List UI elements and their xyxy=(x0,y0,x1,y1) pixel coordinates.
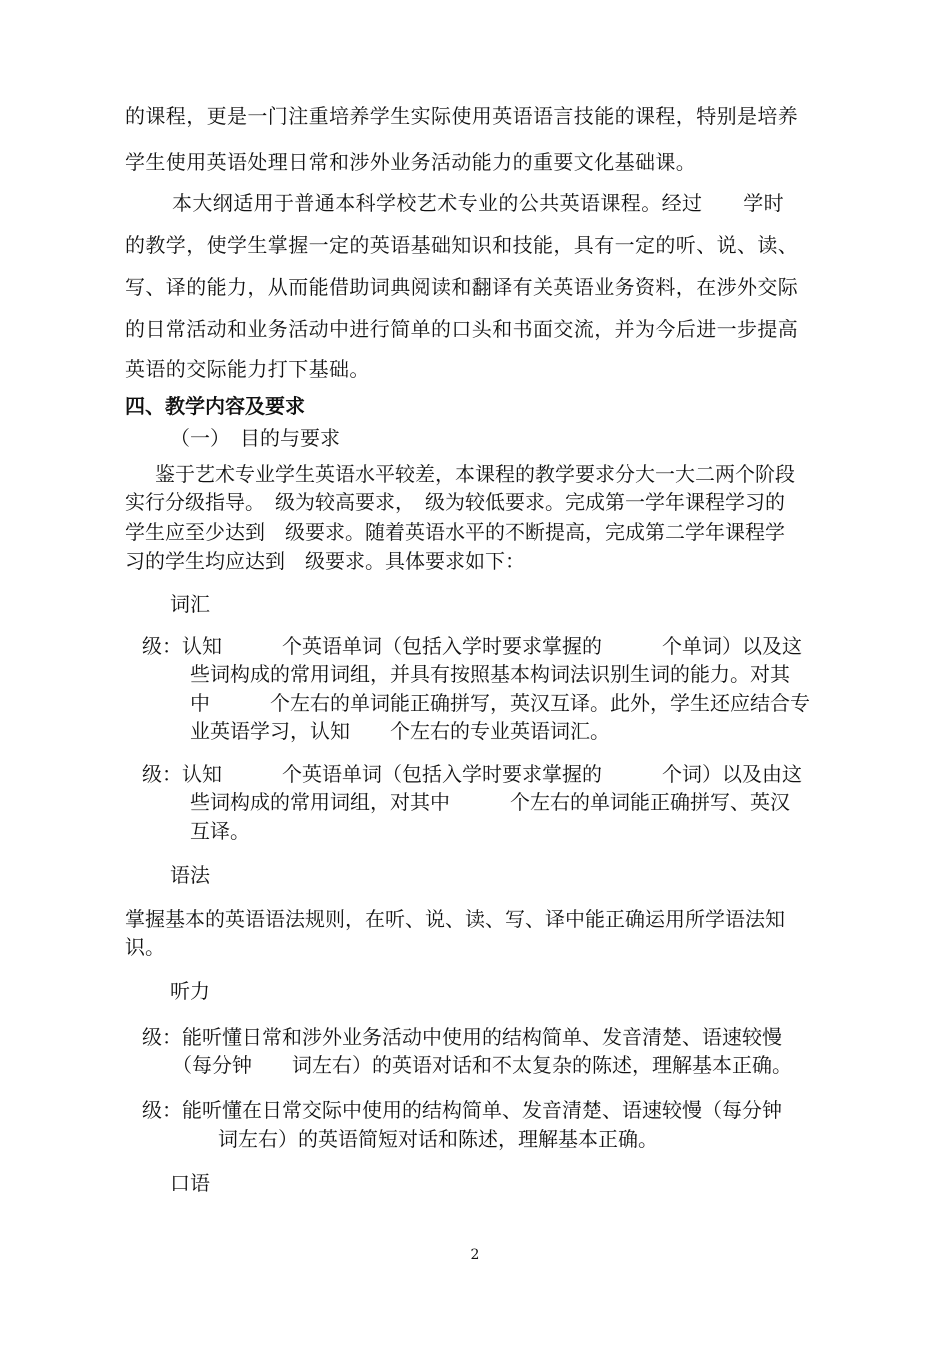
text-line: 英语的交际能力打下基础。 xyxy=(125,357,370,381)
text-line: 些词构成的常用词组，对其中 个左右的单词能正确拼写、英汉 xyxy=(190,790,790,814)
item-heading: 口语 xyxy=(170,1171,210,1195)
text-line: 的课程，更是一门注重培养学生实际使用英语语言技能的课程，特别是培养 xyxy=(125,104,799,128)
text-line: 掌握基本的英语语法规则，在听、说、读、写、译中能正确运用所学语法知 xyxy=(125,907,785,931)
item-heading: 词汇 xyxy=(170,592,210,616)
text-line: 本大纲适用于普通本科学校艺术专业的公共英语课程。经过 学时 xyxy=(172,191,784,215)
text-line: 业英语学习，认知 个左右的专业英语词汇。 xyxy=(190,719,610,743)
text-line: 学生应至少达到 级要求。随着英语水平的不断提高，完成第二学年课程学 xyxy=(125,520,785,544)
text-line: 中 个左右的单词能正确拼写，英汉互译。此外，学生还应结合专 xyxy=(190,691,810,715)
text-line: 的教学，使学生掌握一定的英语基础知识和技能，具有一定的听、说、读、 xyxy=(125,233,799,257)
text-line: 词左右）的英语简短对话和陈述，理解基本正确。 xyxy=(218,1127,658,1151)
text-line: 级：认知 个英语单词（包括入学时要求掌握的 个单词）以及这 xyxy=(142,634,802,658)
text-line: 级：能听懂在日常交际中使用的结构简单、发音清楚、语速较慢（每分钟 xyxy=(142,1098,782,1122)
page-number: 2 xyxy=(470,1247,480,1263)
text-line: 识。 xyxy=(125,935,165,959)
text-line: 实行分级指导。 级为较高要求， 级为较低要求。完成第一学年课程学习的 xyxy=(125,490,785,514)
text-line: 学生使用英语处理日常和涉外业务活动能力的重要文化基础课。 xyxy=(125,150,697,174)
item-heading: 听力 xyxy=(170,979,210,1003)
text-line: 互译。 xyxy=(190,819,250,843)
text-line: 级：能听懂日常和涉外业务活动中使用的结构简单、发音清楚、语速较慢 xyxy=(142,1025,782,1049)
text-line: 鉴于艺术专业学生英语水平较差，本课程的教学要求分大一大二两个阶段 xyxy=(155,462,795,486)
item-heading: 语法 xyxy=(170,863,210,887)
text-line: （每分钟 词左右）的英语对话和不太复杂的陈述，理解基本正确。 xyxy=(172,1053,792,1077)
section-heading: 四、教学内容及要求 xyxy=(125,394,305,418)
text-line: 级：认知 个英语单词（包括入学时要求掌握的 个词）以及由这 xyxy=(142,762,802,786)
subsection-heading: （一） 目的与要求 xyxy=(170,426,340,450)
text-line: 写、译的能力，从而能借助词典阅读和翻译有关英语业务资料，在涉外交际 xyxy=(125,275,799,299)
text-line: 的日常活动和业务活动中进行简单的口头和书面交流，并为今后进一步提高 xyxy=(125,317,799,341)
text-line: 习的学生均应达到 级要求。具体要求如下： xyxy=(125,549,525,573)
text-line: 些词构成的常用词组，并具有按照基本构词法识别生词的能力。对其 xyxy=(190,662,790,686)
